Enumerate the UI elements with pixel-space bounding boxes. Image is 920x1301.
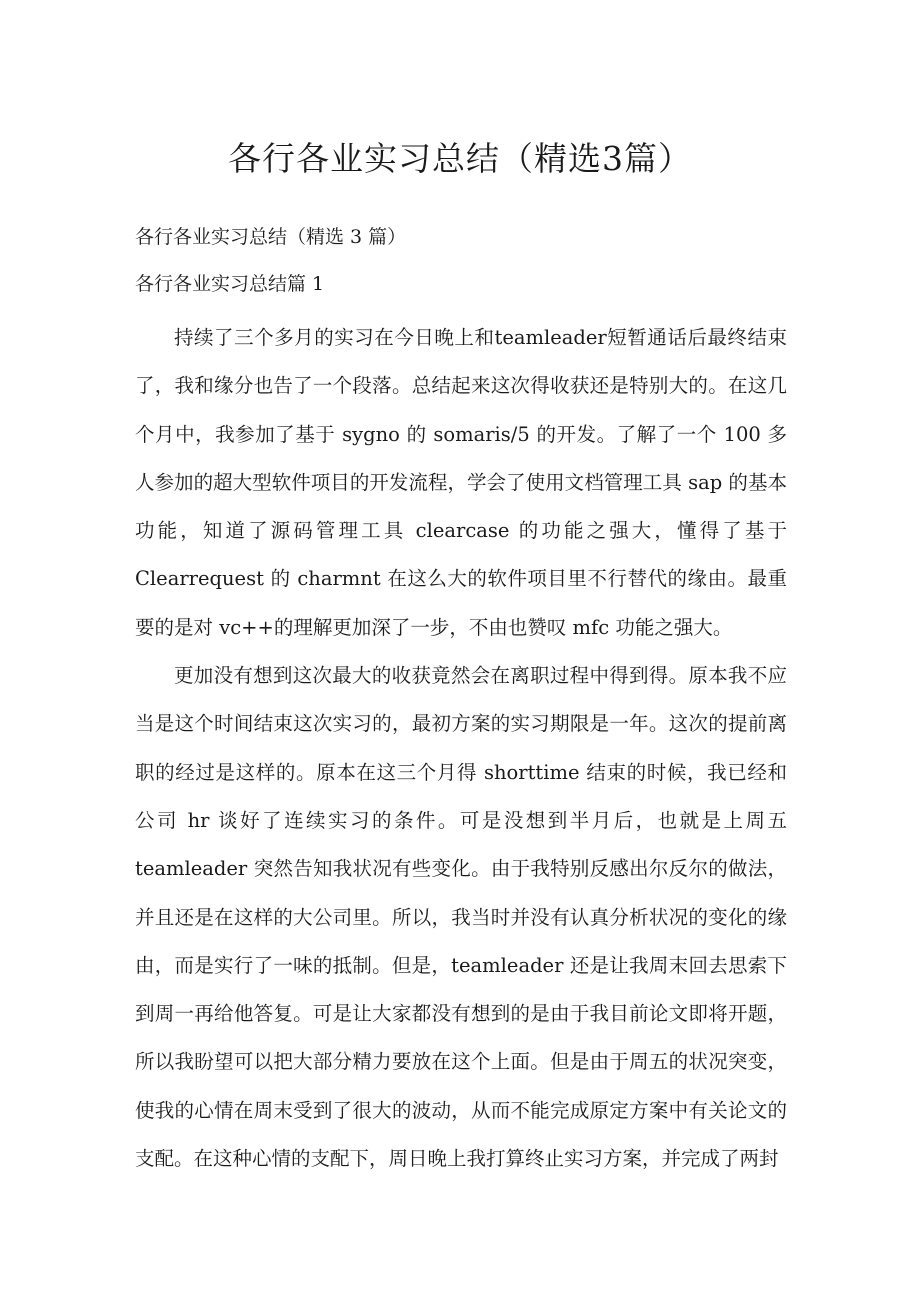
document-title: 各行各业实习总结（精选3篇） <box>228 139 692 178</box>
document-subtitle: 各行各业实习总结（精选 3 篇） <box>135 226 407 248</box>
document-body <box>135 314 787 1183</box>
paragraph-1: 持续了三个多月的实习在今日晚上和teamleader短暂通话后最终结束了，我和缘分也告了一个段落。总结起来这次得收获还是特别大的。在这几个月中，我参加了基于 sygno 的 somaris/5 的开发。了解了一个 100 多人参加的超大型软件项目的开发流程，学会了使用文档管理工具 sap 的基本功能，知道了源码管理工具 clearcase 的功能之强大，懂得了基于 Clearrequest 的 charmnt 在这么大的软件项目里不行替代的缘由。最重要的是对 vc++的理解更加深了一步，不由也赞叹 mfc 功能之强大。 <box>135 326 787 639</box>
section-heading: 各行各业实习总结篇 1 <box>135 273 325 295</box>
paragraph-2: 更加没有想到这次最大的收获竟然会在离职过程中得到得。原本我不应当是这个时间结束这次实习的，最初方案的实习期限是一年。这次的提前离职的经过是这样的。原本在这三个月得 shorttime 结束的时候，我已经和公司 hr 谈好了连续实习的条件。可是没想到半月后，也就是上周五 teamleader 突然告知我状况有些变化。由于我特别反感出尔反尔的做法，并且还是在这样的大公司里。所以，我当时并没有认真分析状况的变化的缘由，而是实行了一味的抵制。但是，teamleader 还是让我周末回去思索下到周一再给他答复。可是让大家都没有想到的是由于我目前论文即将开题，所以我盼望可以把大部分精力要放在这个上面。但是由于周五的状况突变，使我的心情在周末受到了很大的波动，从而不能完成原定方案中有关论文的支配。在这种心情的支配下，周日晚上我打算终止实习方案，并完成了两封 <box>135 664 787 1171</box>
